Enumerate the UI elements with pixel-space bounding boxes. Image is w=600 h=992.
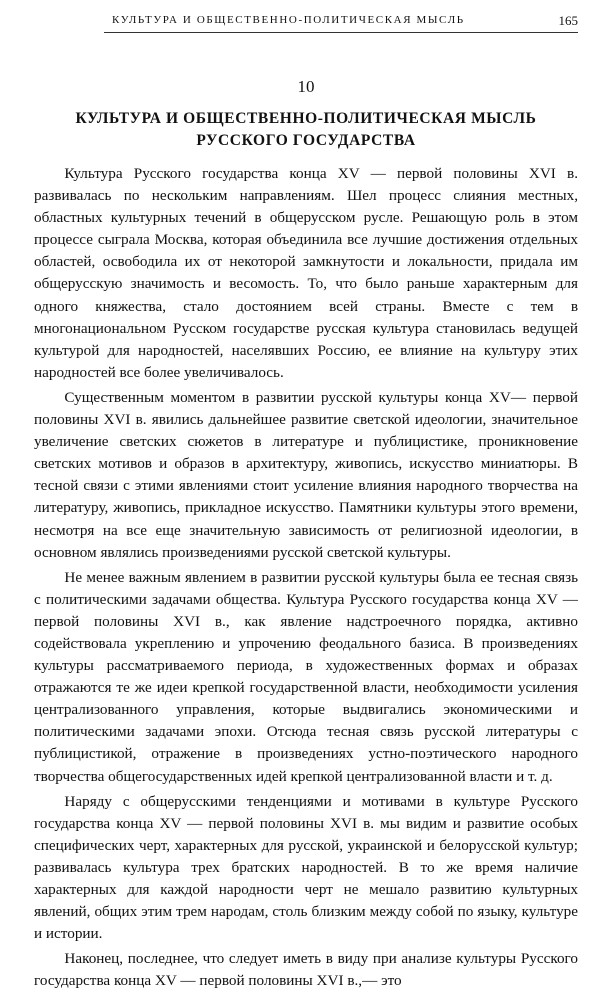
chapter-title: КУЛЬТУРА И ОБЩЕСТВЕННО-ПОЛИТИЧЕСКАЯ МЫСЛЬ РУССКОГО ГОСУДАРСТВА (75, 110, 537, 149)
paragraph: Существенным моментом в развитии русской культуры конца XV— первой половины XVI в. явились дальнейшее развитие светской идеологии, значительное увеличение светских сюжетов в литературе и публицистике, проникновение светских мотивов и образов в архитектуру, живопись, искусство миниатюры. В тесной связи с этими явлениями стоит усиление влияния народного творчества на литературу, живопись, прикладное искусство. Памятники культуры этого времени, несмотря на все еще значительную зависимость от религиозной идеологии, в основном являлись произведениями русской светской культуры. (34, 388, 578, 561)
running-head (104, 10, 578, 33)
chapter-number: 10 (297, 77, 315, 96)
paragraph: Культура Русского государства конца XV — первой половины XVI в. развивалась по нескольким направлениям. Шел процесс слияния местных, областных культурных течений в общерусском русле. Решающую роль в этом процессе сыграла Москва, которая объединила все лучшие достижения отдельных областей, освободила их от некоторой замкнутости и локальности, придала им общерусскую значимость и весомость. То, что было раньше характерным для одного княжества, стало достоянием всей страны. Вместе с тем в многонациональном Русском государстве русская культура становилась ведущей культурой для народностей, населявших Россию, ее влияние на культуру этих народностей все более увеличивалось. (34, 165, 578, 381)
running-title: КУЛЬТУРА И ОБЩЕСТВЕННО-ПОЛИТИЧЕСКАЯ МЫСЛЬ (112, 14, 465, 26)
paragraph: Наряду с общерусскими тенденциями и мотивами в культуре Русского государства конца XV — первой половины XVI в. мы видим и развитие особых специфических черт, характерных для русской, украинской и белорусской культур; развивалась культура трех братских народностей. В то же время наличие характерных для каждой народности черт не мешало развитию культурных явлений, общих этим трем народам, столь близким между собой по языку, культуре и истории. (34, 792, 578, 943)
page-number: 165 (558, 13, 578, 28)
paragraph: Не менее важным явлением в развитии русской культуры была ее тесная связь с политическими задачами общества. Культура Русского государства конца XV — первой половины XVI в., как явление надстроечного порядка, активно содействовала укреплению и упрочению феодального базиса. В произведениях культуры рассматриваемого периода, в художественных формах и образах отражаются те же идеи крепкой государственной власти, необходимости усиления централизованного управления, которые выдвигались экономическими и политическими задачами эпохи. Отсюда тесная связь русской литературы с публицистикой, отражение в произведениях устно-поэтического народного творчества общегосударственных идей крепкой централизованной власти и т. д. (34, 568, 578, 785)
paragraph: Наконец, последнее, что следует иметь в виду при анализе культуры Русского государства конца XV — первой половины XVI в.,— это (34, 950, 578, 990)
